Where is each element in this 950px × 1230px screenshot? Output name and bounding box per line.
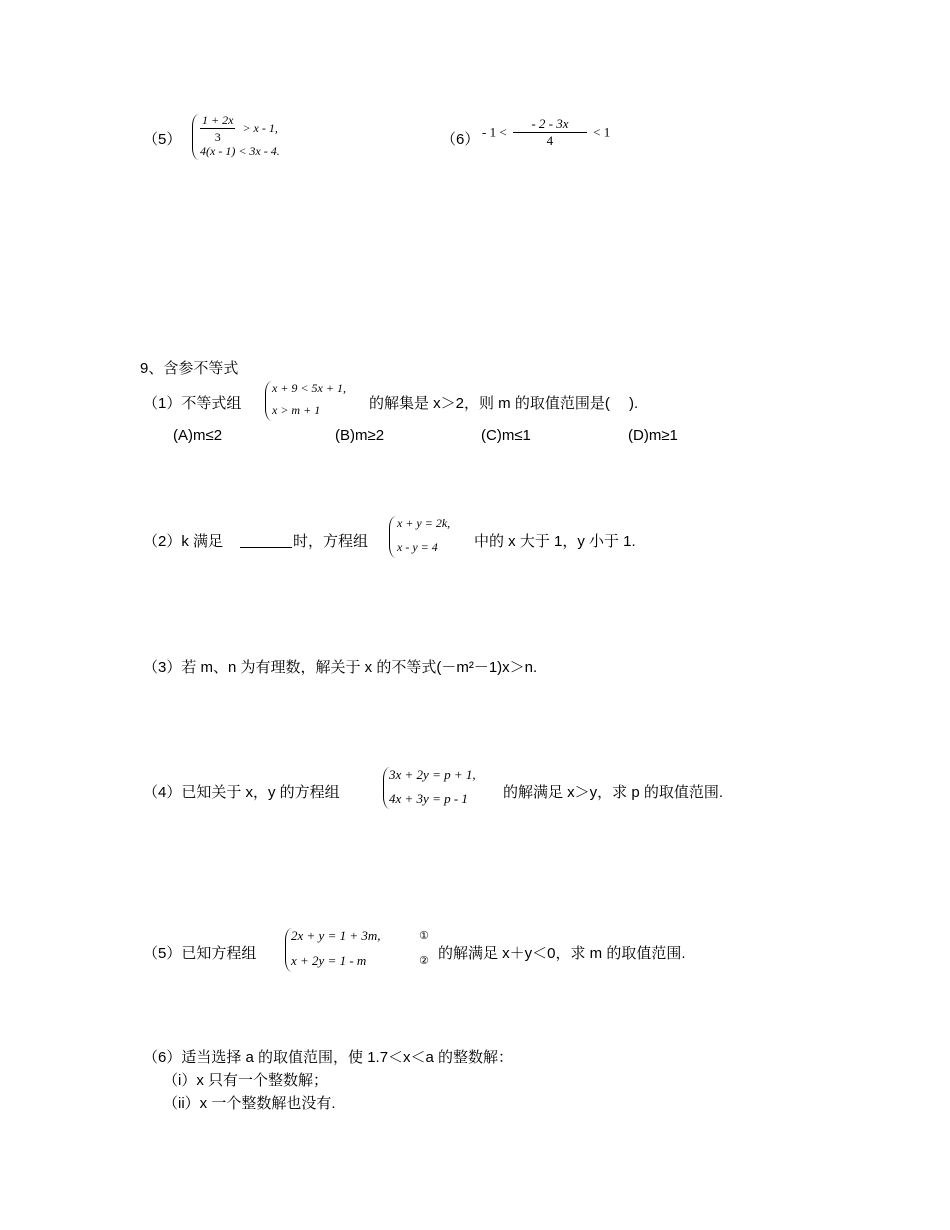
q5-suffix: 的解满足 x＋y＜0，求 m 的取值范围. (438, 945, 686, 962)
q2-suffix: 中的 x 大于 1，y 小于 1. (474, 533, 636, 550)
q4-prefix: （4）已知关于 x，y 的方程组 (143, 784, 340, 801)
q5-mark-1: ① (419, 930, 429, 942)
p5-line1 (200, 112, 278, 145)
q2-mid: 时，方程组 (293, 533, 369, 550)
section-title: 9、含参不等式 (140, 360, 239, 377)
q4-sys-line2: 4x + 3y = p - 1 (389, 791, 468, 806)
q4-suffix: 的解满足 x＞y，求 p 的取值范围. (503, 784, 724, 801)
p6-fraction (513, 116, 587, 149)
q6-sub-ii: （ii）x 一个整数解也没有. (163, 1095, 336, 1112)
q1-sys-line1: x + 9 < 5x + 1, (272, 381, 346, 395)
q1-option-c: (C)m≤1 (481, 427, 531, 444)
p6-right: < 1 (593, 124, 611, 140)
q2-answer-blank (240, 533, 292, 548)
q3-text: （3）若 m、n 为有理数，解关于 x 的不等式(－m²－1)x＞n. (143, 659, 538, 676)
q1-option-d: (D)m≥1 (628, 427, 678, 444)
q1-option-b: (B)m≥2 (335, 427, 385, 444)
q4-sys-line1: 3x + 2y = p + 1, (389, 767, 476, 782)
p6-expression (482, 116, 610, 149)
q1-option-a: (A)m≤2 (173, 427, 223, 444)
p5-fraction (200, 112, 235, 145)
q1-prefix: （1）不等式组 (143, 395, 242, 412)
p6-label: （6） (441, 131, 480, 148)
p6-left: - 1 < (482, 124, 507, 140)
q2-prefix: （2）k 满足 (143, 533, 224, 550)
q5-mark-2: ② (419, 955, 429, 967)
q6-sub-i: （i）x 只有一个整数解； (163, 1072, 329, 1089)
q5-prefix: （5）已知方程组 (143, 945, 257, 962)
p6-frac-num: - 2 - 3x (513, 116, 587, 133)
p5-frac-num: 1 + 2x (202, 113, 234, 127)
q5-sys-line2: x + 2y = 1 - m (291, 953, 367, 968)
q2-sys-line1: x + y = 2k, (397, 516, 451, 530)
p5-frac-den: 3 (214, 130, 221, 144)
q6-text: （6）适当选择 a 的取值范围，使 1.7＜x＜a 的整数解： (143, 1049, 514, 1066)
q2-brace (389, 516, 397, 558)
q5-sys-line1: 2x + y = 1 + 3m, (291, 928, 381, 943)
q2-sys-line2: x - y = 4 (397, 540, 438, 554)
p5-brace (192, 114, 200, 160)
p5-line2: 4(x - 1) < 3x - 4. (200, 144, 280, 158)
p6-frac-den: 4 (546, 133, 554, 148)
q1-sys-line2: x > m + 1 (272, 403, 321, 417)
p5-line1-rest: > x - 1, (242, 121, 278, 135)
p5-label: （5） (143, 131, 182, 148)
q1-suffix: 的解集是 x＞2，则 m 的取值范围是( ). (369, 395, 639, 412)
